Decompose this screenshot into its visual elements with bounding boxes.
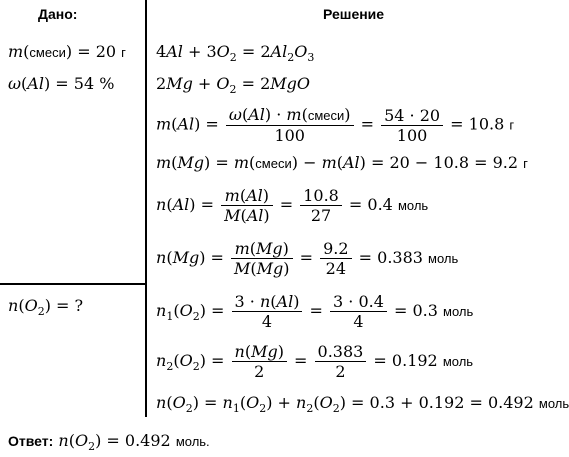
mass-mg-calc: m(Mg) = m(смеси) − m(Al) = 20 − 10.8 = 9.2 г: [156, 153, 528, 172]
equation-al-oxidation: $4Al + 3O_2 = 2Al_2O_3$: [156, 42, 315, 65]
moles-o2-second-calc: $n_2(O_2)$ = $\frac{n(Mg)}{2}$ = $\frac{0.383}{2}$ = 0.192 моль: [156, 342, 474, 381]
column-divider: [145, 0, 147, 417]
solution-header: Решение: [323, 6, 385, 22]
given-fraction: ω(Al) = 54 %: [8, 74, 115, 93]
moles-o2-total-calc: $n(O_2) = n_1(O_2) + n_2(O_2) = 0.3 + 0.192 = 0.492$ моль: [156, 393, 569, 416]
given-mass: m(смеси) = 20 г: [8, 42, 126, 61]
find-target: $n(O_2)$ = ?: [8, 296, 84, 319]
answer-line: Ответ: $n(O_2) = 0.492$ моль.: [8, 431, 210, 454]
moles-mg-calc: n(Mg) = $\frac{m(Mg)}{M(Mg)}$ = $\frac{9.2}{24}$ = 0.383 моль: [156, 239, 459, 278]
given-find-divider: [0, 283, 146, 285]
answer-label: Ответ:: [8, 433, 54, 449]
moles-al-calc: n(Al) = $\frac{m(Al)}{M(Al)}$ = $\frac{10.8}{27}$ = 0.4 моль: [156, 186, 429, 225]
moles-o2-first-calc: $n_1(O_2)$ = $\frac{3 \cdot n(Al)}{4}$ = $\frac{3 \cdot 0.4}{4}$ = 0.3 моль: [156, 292, 474, 331]
equation-mg-oxidation: $2Mg + O_2 = 2MgO$: [156, 74, 311, 97]
given-header: Дано:: [38, 6, 78, 22]
mass-al-calc: m(Al) = $\frac{\text{ω(Al) · m(смеси)}}{100}$ = $\frac{54 \cdot 20}{100}$ = 10.8 г: [156, 105, 515, 145]
